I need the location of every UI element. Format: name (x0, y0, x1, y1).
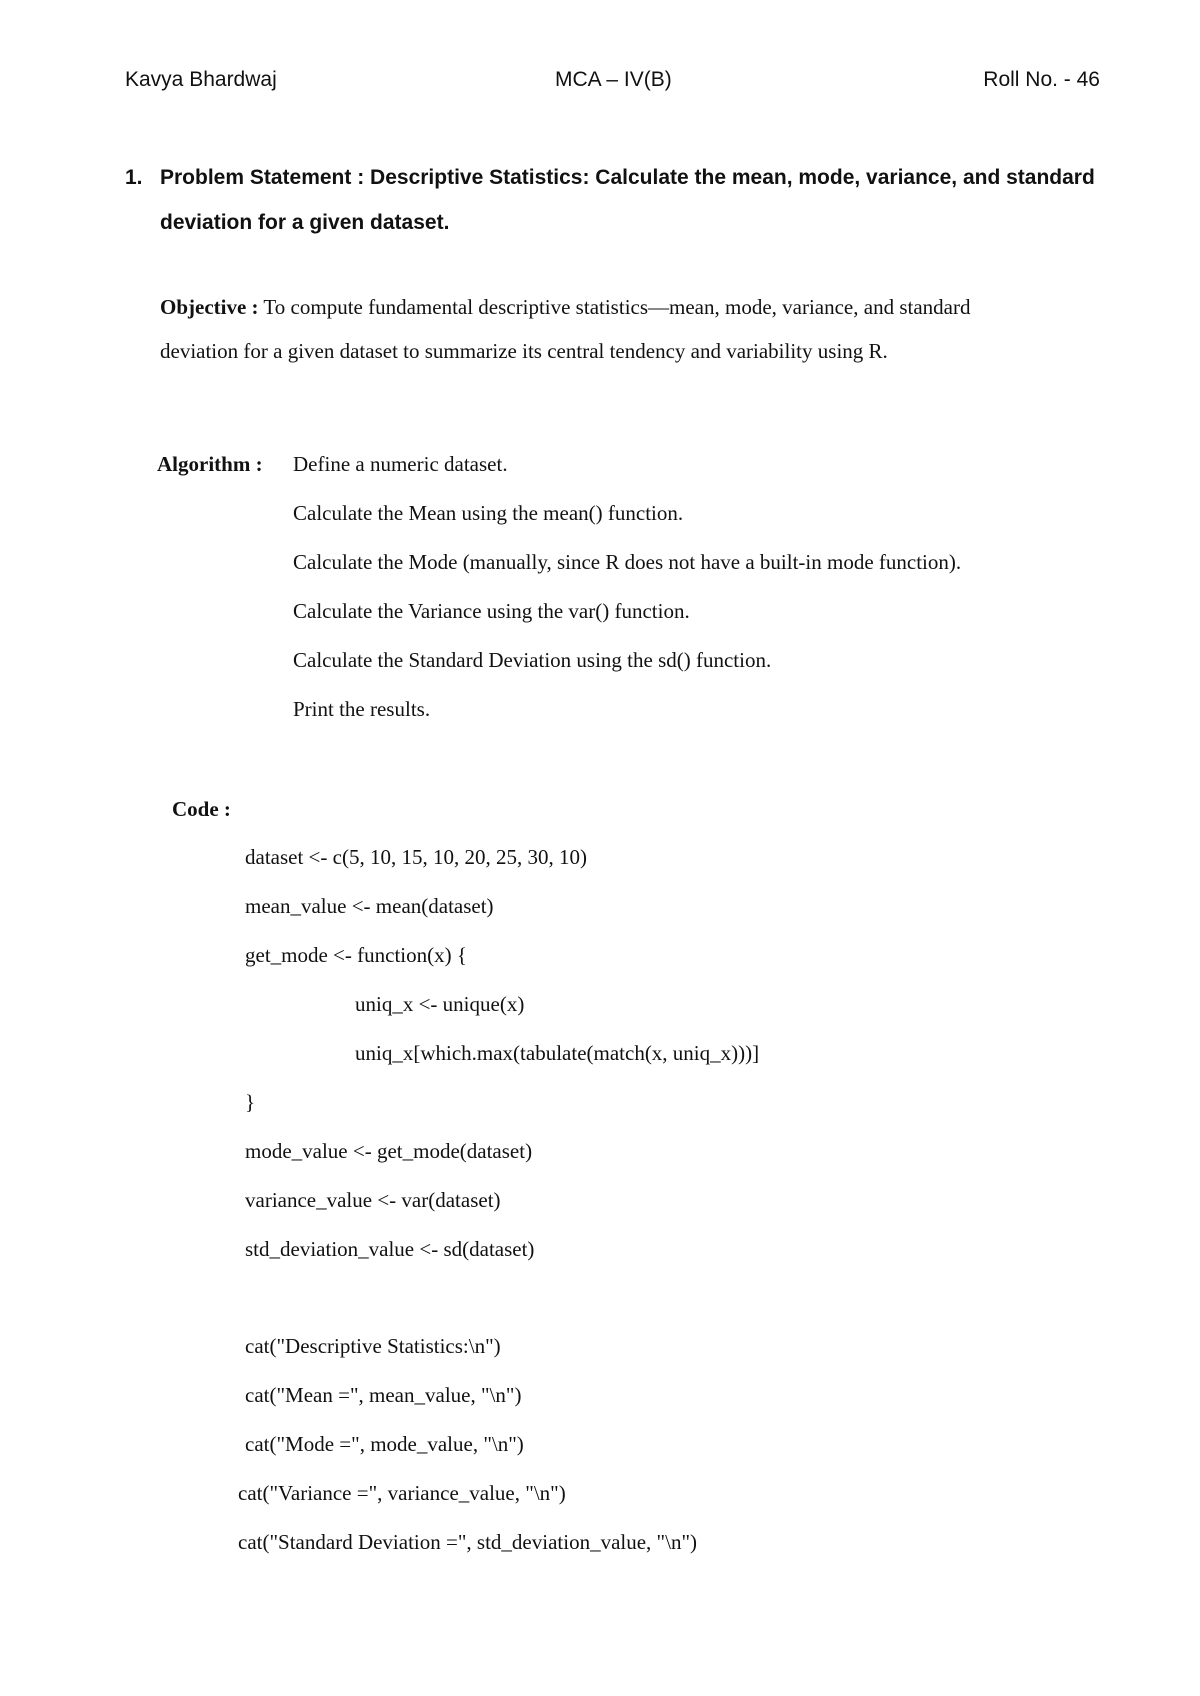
code-line: variance_value <- var(dataset) (245, 1188, 501, 1212)
header-class: MCA – IV(B) (555, 68, 672, 91)
objective-text-1: To compute fundamental descriptive statistics—mean, mode, variance, and standard (263, 295, 971, 319)
code-line: cat("Mode =", mode_value, "\n") (245, 1432, 524, 1456)
code-label: Code : (172, 797, 231, 821)
code-line: cat("Standard Deviation =", std_deviation_value, "\n") (238, 1530, 698, 1554)
objective-line-2: deviation for a given dataset to summarize its central tendency and variability using R. (160, 339, 888, 363)
code-line: uniq_x <- unique(x) (355, 992, 525, 1016)
code-line: dataset <- c(5, 10, 15, 10, 20, 25, 30, 10) (245, 845, 587, 869)
code-line: mode_value <- get_mode(dataset) (245, 1139, 533, 1163)
algorithm-step: Calculate the Variance using the var() function. (293, 599, 690, 623)
header-student-name: Kavya Bhardwaj (125, 68, 277, 91)
code-line: } (245, 1090, 256, 1114)
algorithm-step: Print the results. (293, 697, 431, 721)
code-line: std_deviation_value <- sd(dataset) (245, 1237, 535, 1261)
objective-line-1 (160, 295, 970, 320)
code-line: uniq_x[which.max(tabulate(match(x, uniq_x)))] (355, 1041, 760, 1065)
algorithm-step: Calculate the Mode (manually, since R does not have a built-in mode function). (293, 550, 962, 574)
problem-statement-line-2: deviation for a given dataset. (160, 211, 450, 234)
header-roll-number: Roll No. - 46 (983, 68, 1100, 91)
objective-label: Objective : (160, 295, 259, 319)
code-line: cat("Mean =", mean_value, "\n") (245, 1383, 522, 1407)
code-line: mean_value <- mean(dataset) (245, 894, 494, 918)
problem-number: 1. (125, 166, 143, 189)
code-line: get_mode <- function(x) { (245, 943, 467, 967)
code-line: cat("Descriptive Statistics:\n") (245, 1334, 501, 1358)
algorithm-step: Define a numeric dataset. (293, 452, 508, 476)
code-line: cat("Variance =", variance_value, "\n") (238, 1481, 566, 1505)
algorithm-step: Calculate the Standard Deviation using the sd() function. (293, 648, 772, 672)
algorithm-step: Calculate the Mean using the mean() function. (293, 501, 684, 525)
algorithm-label: Algorithm : (157, 452, 263, 476)
problem-statement-line-1: Problem Statement : Descriptive Statistics: Calculate the mean, mode, variance, and standard (160, 166, 1095, 189)
